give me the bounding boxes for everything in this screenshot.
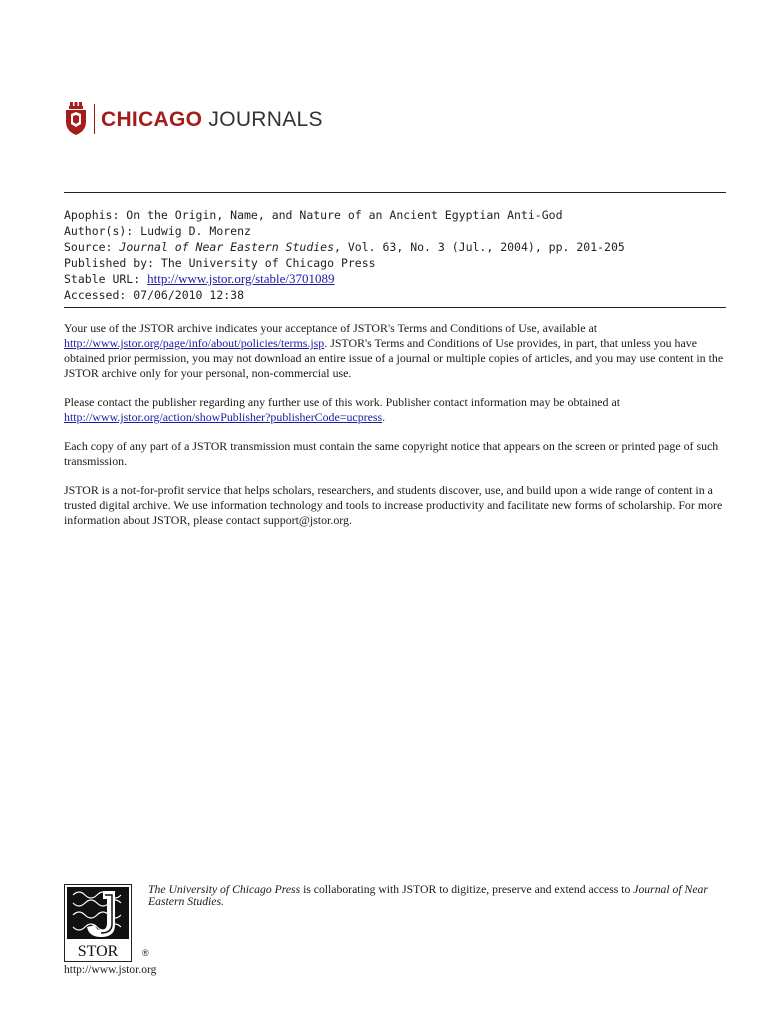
collaboration-statement	[148, 884, 726, 908]
middle-divider	[64, 307, 726, 308]
terms-text-a: Your use of the JSTOR archive indicates your acceptance of JSTOR's Terms and Conditions of Use, available at	[64, 321, 598, 335]
stable-url-prefix: Stable URL:	[64, 272, 148, 286]
logo-chicago-text: CHICAGO	[101, 107, 203, 131]
terms-link[interactable]: http://www.jstor.org/page/info/about/policies/terms.jsp	[64, 336, 325, 350]
collab-text: is collaborating with JSTOR to digitize, preserve and extend access to	[300, 883, 634, 896]
article-stable-url	[64, 271, 726, 287]
top-divider	[64, 192, 726, 193]
article-title: Apophis: On the Origin, Name, and Nature of an Ancient Egyptian Anti-God	[64, 208, 563, 222]
university-crest-icon	[64, 102, 88, 136]
article-metadata	[64, 207, 726, 303]
collab-end: .	[221, 895, 224, 908]
publisher-link[interactable]: http://www.jstor.org/action/showPublisher?publisherCode=ucpress	[64, 410, 383, 424]
journal-name: Journal of Near Eastern Studies	[148, 883, 708, 908]
stable-url-link[interactable]: http://www.jstor.org/stable/3701089	[147, 271, 335, 286]
article-accessed: Accessed: 07/06/2010 12:38	[64, 288, 245, 302]
press-name: The University of Chicago Press	[148, 883, 301, 896]
article-publisher: Published by: The University of Chicago Press	[64, 256, 376, 270]
jstor-footer	[64, 884, 726, 984]
terms-paragraph	[64, 321, 726, 381]
source-prefix: Source:	[64, 240, 120, 254]
jstor-logo-icon	[64, 884, 132, 962]
logo-journals-text: JOURNALS	[208, 107, 323, 131]
publisher-text-a: Please contact the publisher regarding any further use of this work. Publisher contact information may be obtained at	[64, 395, 621, 409]
source-details: , Vol. 63, No. 3 (Jul., 2004), pp. 201-205	[334, 240, 625, 254]
logo-wordmark	[101, 109, 323, 130]
terms-notice	[64, 321, 726, 542]
jstor-about-paragraph: JSTOR is a not-for-profit service that helps scholars, researchers, and students discover, use, and build upon a wide range of content in a trusted digital archive. We use information technology and tools to increase productivity and facilitate new forms of scholarship. For more information about JSTOR, please contact support@jstor.org.	[64, 483, 723, 527]
registered-mark: ®	[142, 948, 149, 958]
chicago-journals-logo	[64, 100, 323, 138]
logo-divider	[94, 104, 95, 134]
jstor-url[interactable]: http://www.jstor.org	[64, 964, 157, 976]
jstor-logo-text: STOR	[77, 943, 119, 960]
copyright-paragraph: Each copy of any part of a JSTOR transmission must contain the same copyright notice that appears on the screen or printed page of such transmission.	[64, 439, 719, 468]
terms-text-b: . JSTOR's Terms and Conditions of Use provides, in part, that unless you have obtained prior permission, you may not download an entire issue of a journal or multiple copies of articles, and you may use content in the JSTOR archive only for your personal, non-commercial use.	[64, 336, 724, 380]
article-source	[64, 239, 726, 255]
source-journal: Journal of Near Eastern Studies	[119, 240, 335, 254]
publisher-text-b: .	[382, 410, 386, 424]
publisher-contact-paragraph	[64, 395, 726, 425]
article-authors: Author(s): Ludwig D. Morenz	[64, 224, 251, 238]
